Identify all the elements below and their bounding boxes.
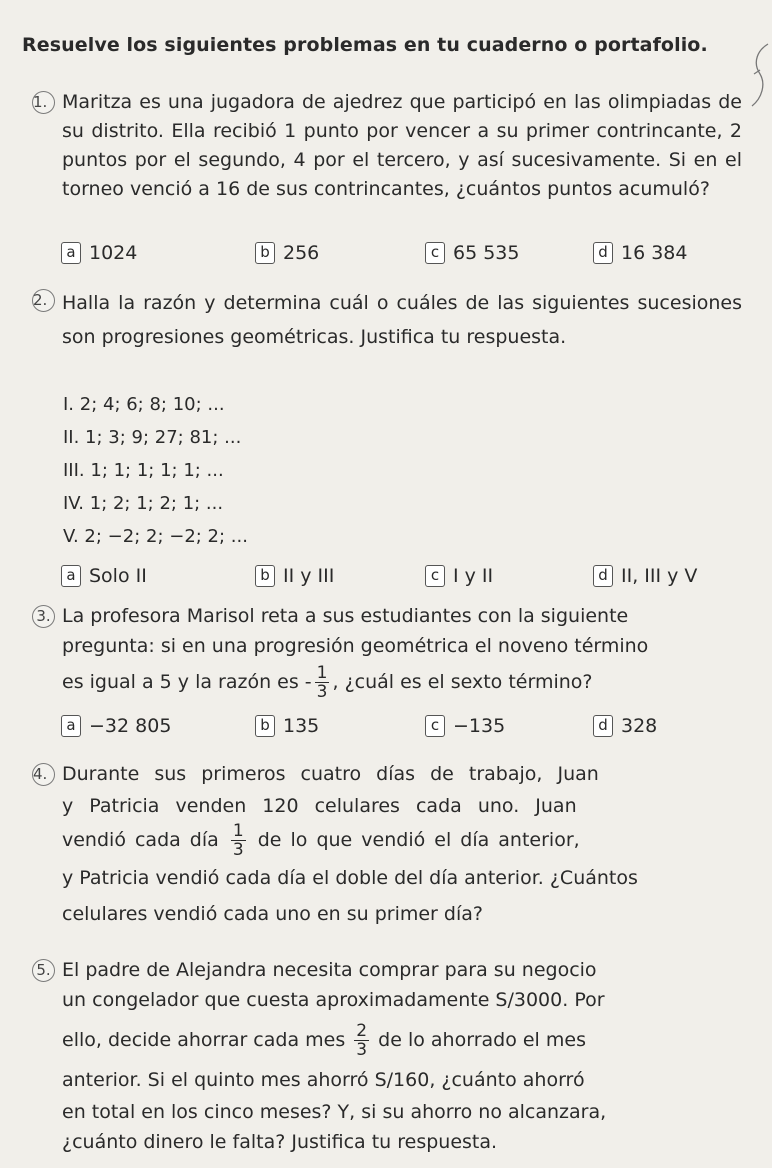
option-text: 328 [621, 715, 658, 737]
fraction [315, 664, 330, 701]
option-letter: d [593, 715, 613, 737]
option-text: 135 [283, 715, 320, 737]
problem-line: vendió cada día [62, 829, 219, 851]
problem-line: de lo ahorrado el mes [378, 1029, 586, 1051]
option-letter: c [425, 565, 445, 587]
problem-line: La profesora Marisol reta a sus estudiantes con la siguiente [62, 605, 629, 627]
problem-5 [36, 956, 742, 985]
problem-5-line [42, 986, 742, 1015]
problem-2 [33, 286, 742, 354]
fraction-denominator: 3 [356, 1040, 368, 1060]
option-letter: c [425, 242, 445, 264]
option-letter: a [61, 565, 81, 587]
problem-5-line [42, 1066, 742, 1095]
option-a[interactable] [61, 240, 137, 266]
option-letter: a [61, 715, 81, 737]
problem-number: 5. [32, 959, 55, 982]
problem-1 [33, 88, 742, 204]
problem-number: 2. [32, 289, 55, 312]
fraction [231, 822, 246, 859]
problem-line: ¿cuánto dinero le falta? Justifica tu respuesta. [62, 1131, 498, 1153]
option-letter: c [425, 715, 445, 737]
option-letter: d [593, 242, 613, 264]
option-letter: d [593, 565, 613, 587]
problem-number: 1. [32, 91, 55, 114]
problem-line: El padre de Alejandra necesita comprar para su negocio [62, 959, 597, 981]
problem-number: 4. [32, 763, 55, 786]
option-a[interactable] [61, 563, 147, 589]
sequence-iv: IV. 1; 2; 1; 2; 1; ... [63, 493, 224, 514]
problem-5-line [42, 1022, 742, 1059]
option-d[interactable] [593, 713, 657, 739]
sequence-i: I. 2; 4; 6; 8; 10; ... [63, 394, 225, 415]
problem-line: en total en los cinco meses? Y, si su ahorro no alcanzara, [62, 1101, 607, 1123]
problem-5-line [42, 1128, 742, 1157]
option-text: I y II [453, 565, 494, 587]
problem-line: y Patricia vendió cada día el doble del día anterior. ¿Cuántos [62, 867, 638, 889]
fraction-numerator: 2 [356, 1021, 368, 1041]
problem-4-line [42, 822, 742, 859]
problem-line: anterior. Si el quinto mes ahorró S/160, ¿cuánto ahorró [62, 1069, 585, 1091]
option-d[interactable] [593, 563, 697, 589]
fraction-numerator: 1 [232, 821, 244, 841]
option-c[interactable] [425, 240, 519, 266]
option-text: II y III [283, 565, 335, 587]
problem-4-line [42, 864, 742, 893]
problem-number: 3. [32, 605, 55, 628]
problem-line: y Patricia venden 120 celulares cada uno. Juan [62, 795, 577, 817]
option-d[interactable] [593, 240, 687, 266]
option-text: −32 805 [89, 715, 172, 737]
option-letter: b [255, 565, 275, 587]
option-c[interactable] [425, 563, 493, 589]
sequence-iii: III. 1; 1; 1; 1; 1; ... [63, 460, 224, 481]
problem-line: es igual a 5 y la razón es - [62, 671, 312, 693]
problem-3 [36, 602, 742, 631]
option-c[interactable] [425, 713, 505, 739]
problem-line: celulares vendió cada uno en su primer día? [62, 903, 483, 925]
problem-4-line [42, 792, 742, 821]
problem-text: Maritza es una jugadora de ajedrez que participó en las olimpiadas de su distrito. Ella recibió 1 punto por vencer a su primer contrincante, 2 puntos por el segundo, 4 por el tercero, y así sucesivamente. Si en el torneo venció a 16 de sus contrincantes, ¿cuántos puntos acumuló? [62, 91, 742, 200]
problem-3-line [42, 632, 742, 661]
option-text: −135 [453, 715, 506, 737]
option-a[interactable] [61, 713, 171, 739]
problem-4-line [42, 900, 742, 929]
option-b[interactable] [255, 713, 319, 739]
problem-5-line [42, 1098, 742, 1127]
option-text: 1024 [89, 242, 138, 264]
option-letter: a [61, 242, 81, 264]
fraction [354, 1022, 369, 1059]
option-b[interactable] [255, 240, 319, 266]
sequence-v: V. 2; −2; 2; −2; 2; ... [63, 526, 248, 547]
problem-line: pregunta: si en una progresión geométrica el noveno término [62, 635, 649, 657]
sequence-ii: II. 1; 3; 9; 27; 81; ... [63, 427, 242, 448]
option-text: II, III y V [621, 565, 698, 587]
page-title: Resuelve los siguientes problemas en tu cuaderno o portafolio. [22, 34, 708, 56]
option-text: 256 [283, 242, 320, 264]
problem-line: un congelador que cuesta aproximadamente S/3000. Por [62, 989, 605, 1011]
problem-line: ello, decide ahorrar cada mes [62, 1029, 346, 1051]
option-letter: b [255, 715, 275, 737]
problem-3-line [42, 664, 742, 701]
problem-text: Halla la razón y determina cuál o cuáles de las siguientes sucesiones son progresiones geométricas. Justifica tu respuesta. [62, 292, 742, 348]
option-b[interactable] [255, 563, 334, 589]
pencil-doodle-icon [738, 40, 772, 110]
fraction-denominator: 3 [232, 840, 244, 860]
option-text: 65 535 [453, 242, 520, 264]
problem-line: , ¿cuál es el sexto término? [332, 671, 593, 693]
option-text: Solo II [89, 565, 147, 587]
problem-line: Durante sus primeros cuatro días de trabajo, Juan [62, 763, 599, 785]
problem-4 [33, 760, 742, 789]
problem-line: de lo que vendió el día anterior, [257, 829, 580, 851]
fraction-denominator: 3 [316, 682, 328, 702]
option-letter: b [255, 242, 275, 264]
option-text: 16 384 [621, 242, 688, 264]
fraction-numerator: 1 [316, 663, 328, 683]
